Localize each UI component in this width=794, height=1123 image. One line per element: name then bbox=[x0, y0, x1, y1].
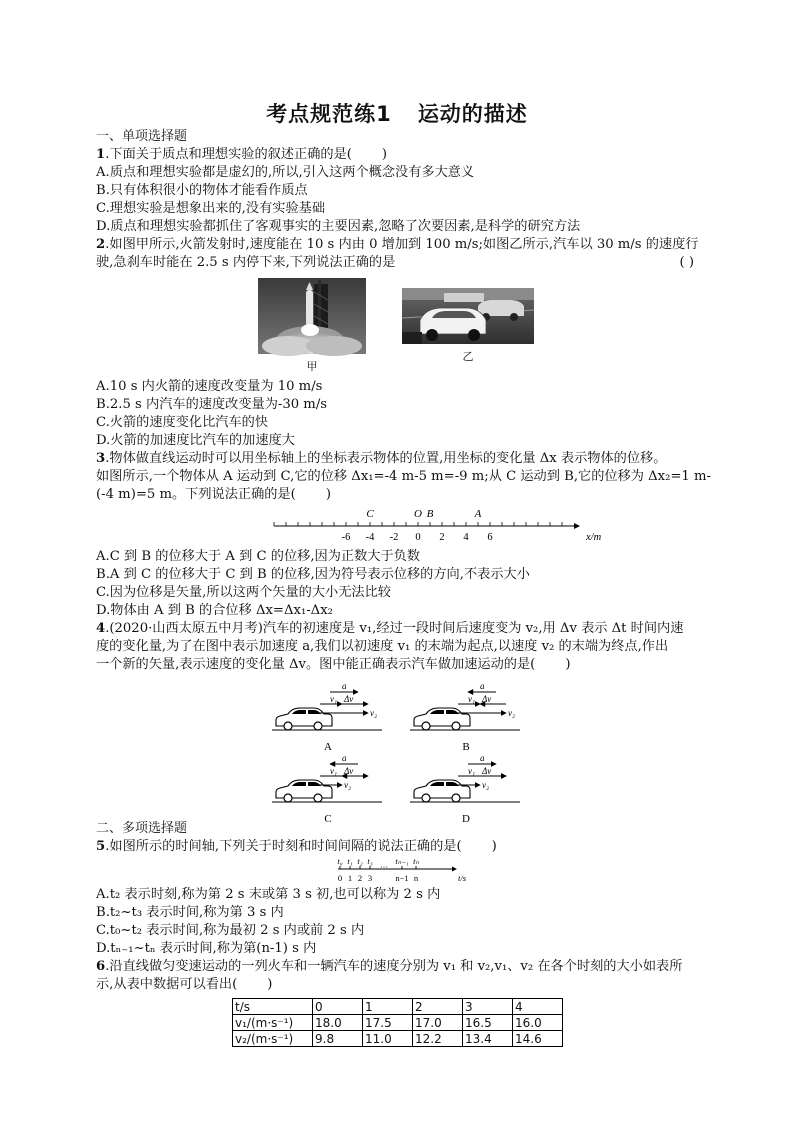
table-row bbox=[233, 1015, 563, 1031]
axis-tick-label: 0 bbox=[415, 532, 421, 543]
speed-table bbox=[232, 998, 563, 1047]
choice-label-c: C bbox=[324, 813, 332, 825]
vector-label: v₂ bbox=[370, 708, 378, 718]
q3-stem-1: 3.物体做直线运动时可以用坐标轴上的坐标表示物体的位置,用坐标的变化量 Δx 表示物体的位移。 bbox=[96, 451, 667, 466]
section-heading-multi: 二、多项选择题 bbox=[96, 821, 188, 836]
axis-point-b: B bbox=[426, 508, 434, 520]
table-cell: v₂/(m·s⁻¹) bbox=[233, 1031, 313, 1047]
q1-stem: 1.下面关于质点和理想实验的叙述正确的是( ) bbox=[96, 147, 388, 162]
table-cell: 18.0 bbox=[313, 1015, 363, 1031]
q3-stem-3: (-4 m)=5 m。下列说法正确的是( ) bbox=[96, 487, 331, 502]
axis-unit: x/m bbox=[586, 532, 602, 543]
q2-option-b: B.2.5 s 内汽车的速度改变量为-30 m/s bbox=[96, 397, 328, 412]
vector-label: v₁ bbox=[468, 766, 476, 776]
axis-point-c: C bbox=[366, 508, 374, 520]
vector-label: a bbox=[342, 681, 347, 691]
q2-stem-2: 驶,急刹车时能在 2.5 s 内停下来,下列说法正确的是 ( ) bbox=[96, 255, 694, 270]
table-cell: 17.5 bbox=[363, 1015, 413, 1031]
q1-option-b: B.只有体积很小的物体才能看作质点 bbox=[96, 183, 308, 198]
table-row bbox=[233, 999, 563, 1015]
choice-label-a: A bbox=[324, 741, 332, 753]
diagram-b bbox=[410, 681, 520, 753]
table-cell: 16.5 bbox=[463, 1015, 513, 1031]
caption-yi: 乙 bbox=[462, 350, 474, 363]
table-cell: 17.0 bbox=[413, 1015, 463, 1031]
vector-label: v₂ bbox=[508, 708, 516, 718]
table-cell: v₁/(m·s⁻¹) bbox=[233, 1015, 313, 1031]
q2-option-a: A.10 s 内火箭的速度改变量为 10 m/s bbox=[96, 379, 323, 394]
caption-jia: 甲 bbox=[306, 360, 318, 373]
figure-car bbox=[402, 278, 534, 376]
time-tick-bottom: 0 bbox=[337, 873, 343, 883]
section-heading-single: 一、单项选择题 bbox=[96, 129, 188, 144]
diagram-d bbox=[410, 753, 520, 825]
position-axis bbox=[268, 506, 614, 544]
table-cell: t/s bbox=[233, 999, 313, 1015]
diagram-a bbox=[272, 681, 382, 753]
vector-label: a bbox=[342, 753, 347, 763]
q3-option-a: A.C 到 B 的位移大于 A 到 C 的位移,因为正数大于负数 bbox=[96, 549, 421, 564]
time-tick-top: tₙ₋₁ bbox=[395, 856, 409, 866]
q1-option-c: C.理想实验是想象出来的,没有实验基础 bbox=[96, 201, 326, 216]
vector-label: Δv bbox=[482, 694, 492, 704]
q3-option-b: B.A 到 C 的位移大于 C 到 B 的位移,因为符号表示位移的方向,不表示大小 bbox=[96, 567, 530, 582]
q4-stem-2: 度的变化量,为了在图中表示加速度 a,我们以初速度 v₁ 的末端为起点,以速度 v₂ 的末端为终点,作出 bbox=[96, 639, 669, 654]
table-cell: 16.0 bbox=[513, 1015, 563, 1031]
vector-label: v₁ bbox=[330, 694, 338, 704]
time-tick-bottom: 2 bbox=[357, 873, 363, 883]
time-tick-top: t₃ bbox=[367, 856, 373, 866]
q5-stem: 5.如图所示的时间轴,下列关于时刻和时间间隔的说法正确的是( ) bbox=[96, 839, 497, 854]
choice-label-d: D bbox=[462, 813, 470, 825]
diagram-c bbox=[272, 753, 382, 825]
q2-option-d: D.火箭的加速度比汽车的加速度大 bbox=[96, 433, 295, 448]
q3-stem-2: 如图所示,一个物体从 A 运动到 C,它的位移 Δx₁=-4 m-5 m=-9 m;从 C 运动到 B,它的位移为 Δx₂=1 m- bbox=[96, 469, 711, 484]
title-sub: 运动的描述 bbox=[417, 102, 528, 126]
vector-label: Δv bbox=[482, 766, 492, 776]
time-tick-bottom: n−1 bbox=[395, 873, 409, 883]
axis-tick-label: 4 bbox=[463, 532, 469, 543]
car-photo bbox=[402, 288, 534, 344]
content bbox=[96, 128, 711, 1047]
time-tick-top: tₙ bbox=[413, 856, 419, 866]
table-cell: 14.6 bbox=[513, 1031, 563, 1047]
q2-stem-1: 2.如图甲所示,火箭发射时,速度能在 10 s 内由 0 增加到 100 m/s;如图乙所示,汽车以 30 m/s 的速度行 bbox=[96, 237, 699, 252]
axis-point-o: O bbox=[414, 508, 422, 520]
vector-label: v₁ bbox=[468, 694, 476, 704]
q4-stem-1: 4.(2020·山西太原五中月考)汽车的初速度是 v₁,经过一段时间后速度变为 v₂,用 Δv 表示 Δt 时间内速 bbox=[96, 621, 684, 636]
vector-label: a bbox=[480, 753, 485, 763]
svg-text:···: ··· bbox=[380, 863, 388, 872]
choice-label-b: B bbox=[462, 741, 470, 753]
title-main: 考点规范练1 bbox=[266, 102, 392, 126]
vector-label: Δv bbox=[344, 694, 354, 704]
vector-label: v₁ bbox=[330, 766, 338, 776]
q1-option-d: D.质点和理想实验都抓住了客观事实的主要因素,忽略了次要因素,是科学的研究方法 bbox=[96, 219, 581, 234]
time-tick-bottom: 1 bbox=[347, 873, 353, 883]
axis-point-a: A bbox=[474, 508, 482, 520]
q3-option-d: D.物体由 A 到 B 的合位移 Δx=Δx₁-Δx₂ bbox=[96, 603, 333, 618]
q6-stem-2: 示,从表中数据可以看出( ) bbox=[96, 977, 273, 992]
q6-stem-1: 6.沿直线做匀变速运动的一列火车和一辆汽车的速度分别为 v₁ 和 v₂,v₁、v₂ 在各个时刻的大小如表所 bbox=[96, 959, 683, 974]
table-cell: 3 bbox=[463, 999, 513, 1015]
vector-label: v₂ bbox=[344, 780, 352, 790]
table-cell: 12.2 bbox=[413, 1031, 463, 1047]
table-cell: 0 bbox=[313, 999, 363, 1015]
time-axis bbox=[336, 856, 476, 886]
table-row bbox=[233, 1031, 563, 1047]
time-axis-unit: t/s bbox=[458, 873, 467, 883]
vector-label: v₂ bbox=[482, 780, 490, 790]
table-cell: 13.4 bbox=[463, 1031, 513, 1047]
figure-rocket bbox=[258, 278, 366, 376]
time-tick-bottom: 3 bbox=[367, 873, 373, 883]
table-cell: 4 bbox=[513, 999, 563, 1015]
q1-option-a: A.质点和理想实验都是虚幻的,所以,引入这两个概念没有多大意义 bbox=[96, 165, 475, 180]
axis-tick-label: -2 bbox=[389, 532, 399, 543]
axis-tick-label: -6 bbox=[341, 532, 351, 543]
q4-vector-diagrams bbox=[272, 678, 552, 825]
q5-option-a: A.t₂ 表示时刻,称为第 2 s 末或第 3 s 初,也可以称为 2 s 内 bbox=[96, 887, 441, 902]
vector-label: a bbox=[480, 681, 485, 691]
page-title bbox=[0, 98, 794, 128]
rocket-photo bbox=[258, 278, 366, 354]
time-tick-top: t₀ bbox=[337, 856, 343, 866]
time-tick-top: t₁ bbox=[347, 856, 353, 866]
q5-option-d: D.tₙ₋₁~tₙ 表示时间,称为第(n-1) s 内 bbox=[96, 941, 317, 956]
q5-option-b: B.t₂~t₃ 表示时间,称为第 3 s 内 bbox=[96, 905, 284, 920]
time-tick-top: t₂ bbox=[357, 856, 363, 866]
q3-option-c: C.因为位移是矢量,所以这两个矢量的大小无法比较 bbox=[96, 585, 391, 600]
axis-tick-label: 6 bbox=[487, 532, 493, 543]
table-cell: 1 bbox=[363, 999, 413, 1015]
time-tick-bottom: n bbox=[413, 873, 419, 883]
axis-tick-label: -4 bbox=[365, 532, 375, 543]
table-cell: 2 bbox=[413, 999, 463, 1015]
q5-option-c: C.t₀~t₂ 表示时间,称为最初 2 s 内或前 2 s 内 bbox=[96, 923, 365, 938]
table-cell: 11.0 bbox=[363, 1031, 413, 1047]
q4-stem-3: 一个新的矢量,表示速度的变化量 Δv。图中能正确表示汽车做加速运动的是( ) bbox=[96, 657, 571, 672]
axis-tick-label: 2 bbox=[439, 532, 445, 543]
vector-label: Δv bbox=[344, 766, 354, 776]
table-cell: 9.8 bbox=[313, 1031, 363, 1047]
q2-option-c: C.火箭的速度变化比汽车的快 bbox=[96, 415, 269, 430]
q2-figures bbox=[258, 278, 702, 376]
